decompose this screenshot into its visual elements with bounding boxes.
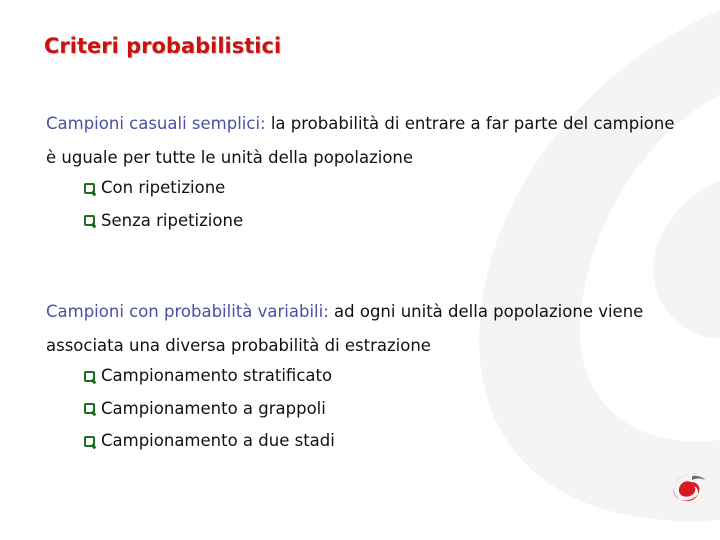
list-item [84,393,335,426]
list-item [84,425,335,458]
checkbox-bullet-icon [84,215,95,226]
term-variable-probability-samples: Campioni con probabilità variabili: [46,302,329,321]
list-item [84,205,243,238]
slide-title: Criteri probabilistici [44,34,282,58]
list-item [84,172,243,205]
bullet-list-variable-probability [84,360,335,458]
checkbox-bullet-icon [84,183,95,194]
list-item-label: Campionamento a grappoli [101,398,326,418]
checkbox-bullet-icon [84,371,95,382]
company-logo [670,470,708,504]
list-item [84,360,335,393]
term-simple-random-samples: Campioni casuali semplici: [46,114,266,133]
list-item-label: Senza ripetizione [101,210,244,230]
list-item-label: Campionamento a due stadi [101,431,335,450]
checkbox-bullet-icon [84,436,95,447]
list-item-label: Campionamento stratificato [101,366,333,385]
definition-text: ad ogni unità della popolazione viene associata una diversa probabilità di estrazione [46,302,644,355]
definition-text: la probabilità di entrare a far parte del campione è uguale per tutte le unità della popolazione [46,114,675,167]
definition-variable-probability-samples [46,295,686,363]
definition-simple-random-samples [46,107,686,175]
list-item-label: Con ripetizione [101,178,226,197]
checkbox-bullet-icon [84,403,95,414]
bullet-list-simple-random [84,172,243,237]
